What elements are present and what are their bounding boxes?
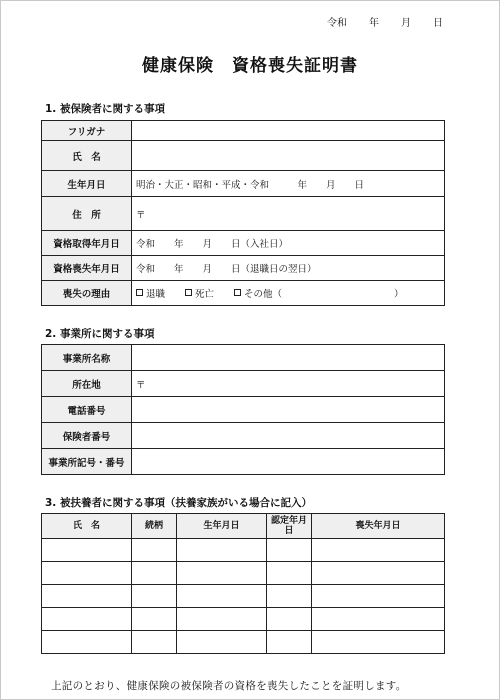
- dependent-relationship-cell[interactable]: [132, 539, 177, 562]
- dependent-loss-date-cell[interactable]: [312, 631, 445, 654]
- dependent-name-cell[interactable]: [42, 539, 132, 562]
- column-header-name: 氏 名: [42, 514, 132, 539]
- table-row: [42, 141, 445, 171]
- issue-date-era: 令和: [327, 18, 347, 29]
- dependent-certification-date-cell[interactable]: [267, 539, 312, 562]
- certification-statement: 上記のとおり、健康保険の被保険者の資格を喪失したことを証明します。: [51, 680, 407, 692]
- table-row: [42, 562, 445, 585]
- reason-other-option[interactable]: [234, 289, 282, 300]
- dependents-table: [41, 513, 445, 654]
- dependent-loss-date-cell[interactable]: [312, 585, 445, 608]
- reason-retirement-label: 退職: [146, 289, 166, 300]
- acquisition-date-label: 資格取得年月日: [42, 231, 132, 256]
- dependent-relationship-cell[interactable]: [132, 608, 177, 631]
- issue-date-line: [327, 14, 443, 29]
- column-header-relationship: 続柄: [132, 514, 177, 539]
- dependent-relationship-cell[interactable]: [132, 631, 177, 654]
- birthdate-field[interactable]: 明治・大正・昭和・平成・令和 年 月 日: [132, 171, 445, 197]
- name-label: 氏 名: [42, 141, 132, 171]
- table-row: [42, 281, 445, 306]
- table-row: [42, 231, 445, 256]
- table-header-row: [42, 514, 445, 539]
- office-address-label: 所在地: [42, 371, 132, 397]
- issue-date-month-unit: 月: [401, 18, 411, 29]
- issue-date-day-unit: 日: [433, 18, 443, 29]
- dependent-birthdate-cell[interactable]: [177, 585, 267, 608]
- furigana-field[interactable]: [132, 121, 445, 141]
- reason-other-label: その他（: [244, 289, 283, 300]
- table-row: [42, 345, 445, 371]
- table-row: [42, 423, 445, 449]
- section2-heading: 2. 事業所に関する事項: [45, 328, 155, 340]
- reason-other-closing: ）: [394, 289, 404, 300]
- checkbox-icon: [136, 289, 143, 296]
- checkbox-icon: [185, 289, 192, 296]
- dependent-certification-date-cell[interactable]: [267, 562, 312, 585]
- table-row: [42, 585, 445, 608]
- column-header-certification-date: 認定年月日: [267, 514, 312, 539]
- table-row: [42, 539, 445, 562]
- address-field[interactable]: 〒: [132, 197, 445, 231]
- dependent-name-cell[interactable]: [42, 608, 132, 631]
- dependent-certification-date-cell[interactable]: [267, 608, 312, 631]
- name-field[interactable]: [132, 141, 445, 171]
- dependent-loss-date-cell[interactable]: [312, 562, 445, 585]
- reason-death-option[interactable]: [185, 289, 214, 300]
- section3-heading: 3. 被扶養者に関する事項（扶養家族がいる場合に記入）: [45, 497, 312, 509]
- phone-field[interactable]: [132, 397, 445, 423]
- table-row: [42, 171, 445, 197]
- loss-date-field[interactable]: 令和 年 月 日（退職日の翌日）: [132, 256, 445, 281]
- loss-reason-label: 喪失の理由: [42, 281, 132, 306]
- insurer-number-label: 保険者番号: [42, 423, 132, 449]
- checkbox-icon: [234, 289, 241, 296]
- table-row: [42, 256, 445, 281]
- dependent-loss-date-cell[interactable]: [312, 539, 445, 562]
- column-header-birthdate: 生年月日: [177, 514, 267, 539]
- dependent-birthdate-cell[interactable]: [177, 631, 267, 654]
- dependent-birthdate-cell[interactable]: [177, 539, 267, 562]
- office-name-field[interactable]: [132, 345, 445, 371]
- table-row: [42, 371, 445, 397]
- issue-date-year-unit: 年: [369, 18, 379, 29]
- dependent-relationship-cell[interactable]: [132, 585, 177, 608]
- insured-person-table: [41, 120, 445, 306]
- office-name-label: 事業所名称: [42, 345, 132, 371]
- employer-table: [41, 344, 445, 475]
- loss-reason-field: [132, 281, 445, 306]
- birthdate-label: 生年月日: [42, 171, 132, 197]
- phone-label: 電話番号: [42, 397, 132, 423]
- dependent-birthdate-cell[interactable]: [177, 562, 267, 585]
- reason-retirement-option[interactable]: [136, 289, 165, 300]
- column-header-loss-date: 喪失年月日: [312, 514, 445, 539]
- acquisition-date-field[interactable]: 令和 年 月 日（入社日）: [132, 231, 445, 256]
- table-row: [42, 449, 445, 475]
- reason-death-label: 死亡: [195, 289, 215, 300]
- office-code-field[interactable]: [132, 449, 445, 475]
- dependent-name-cell[interactable]: [42, 562, 132, 585]
- table-row: [42, 121, 445, 141]
- loss-date-label: 資格喪失年月日: [42, 256, 132, 281]
- address-label: 住 所: [42, 197, 132, 231]
- office-code-label: 事業所記号・番号: [42, 449, 132, 475]
- dependent-name-cell[interactable]: [42, 585, 132, 608]
- office-address-field[interactable]: 〒: [132, 371, 445, 397]
- dependent-birthdate-cell[interactable]: [177, 608, 267, 631]
- dependent-certification-date-cell[interactable]: [267, 631, 312, 654]
- furigana-label: フリガナ: [42, 121, 132, 141]
- dependent-certification-date-cell[interactable]: [267, 585, 312, 608]
- section1-heading: 1. 被保険者に関する事項: [45, 103, 165, 115]
- table-row: [42, 608, 445, 631]
- table-row: [42, 397, 445, 423]
- insurer-number-field[interactable]: [132, 423, 445, 449]
- dependent-name-cell[interactable]: [42, 631, 132, 654]
- table-row: [42, 197, 445, 231]
- table-row: [42, 631, 445, 654]
- dependent-relationship-cell[interactable]: [132, 562, 177, 585]
- dependent-loss-date-cell[interactable]: [312, 608, 445, 631]
- document-title: 健康保険 資格喪失証明書: [142, 56, 358, 76]
